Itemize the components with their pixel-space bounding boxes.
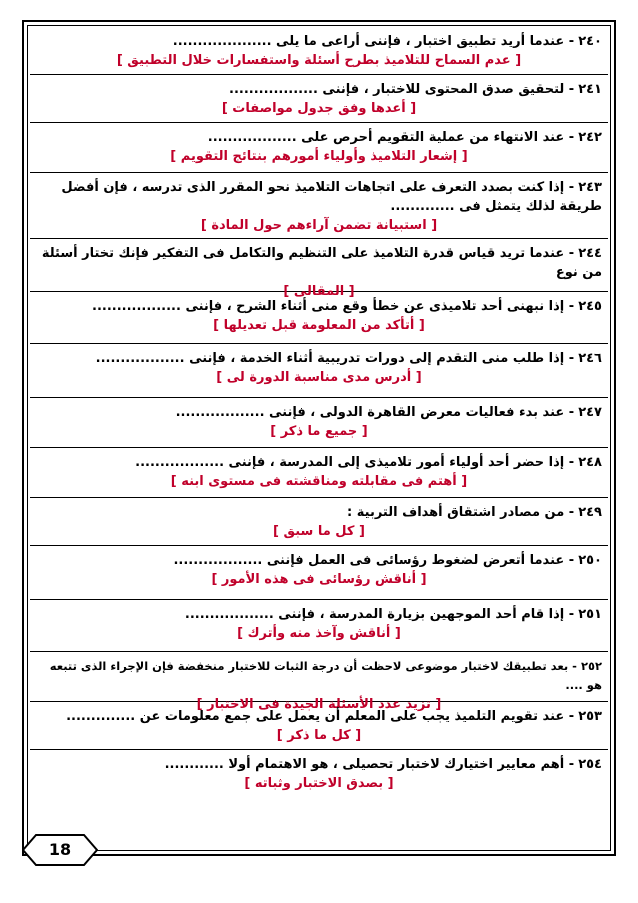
question-text: ٢٥٢- بعد تطبيقك لاختبار موضوعى لاحظت أن درجة الثبات للاختبار منخفضة فإن الإجراء الذى تتبعه هو .... [49, 659, 602, 692]
question-text: ٢٤٤- عندما تريد قياس قدرة التلاميذ على التنظيم والتكامل فى التفكير فإنك تختار أسئلة من نوع [41, 246, 602, 280]
question-item [30, 546, 608, 600]
question-number: ٢٤٧ [578, 405, 602, 420]
question-number: ٢٤١ [578, 82, 602, 97]
question-body: إذا طلب منى التقدم إلى دورات تدريبية أثناء الخدمة ، فإننى .................. [95, 351, 565, 366]
question-body: لتحقيق صدق المحتوى للاختبار ، فإننى .................. [229, 82, 565, 97]
answer-text: [ كل ما سبق ] [273, 524, 365, 539]
question-text: ٢٥٤- أهم معايير اختيارك لاختبار تحصيلى ، هو الاهتمام أولا ............ [164, 757, 602, 772]
question-body: أهم معايير اختيارك لاختبار تحصيلى ، هو الاهتمام أولا ............ [164, 757, 565, 772]
question-item [30, 239, 608, 299]
question-list [30, 27, 608, 798]
question-body: عندما أريد تطبيق اختبار ، فإننى أراعى ما يلى .................... [172, 34, 565, 49]
question-number: ٢٤٥ [578, 299, 602, 314]
question-number: ٢٤٠ [578, 34, 602, 49]
answer-text: [ بصدق الاختبار وثباته ] [244, 776, 394, 791]
question-body: إذا قام أحد الموجهين بزيارة المدرسة ، فإننى .................. [184, 607, 565, 622]
question-body: إذا حضر أحد أولياء أمور تلاميذى إلى المدرسة ، فإننى .................. [135, 455, 565, 470]
answer-text: [ تزيد عدد الأسئلة الجيدة فى الاختبار ] [196, 697, 442, 712]
question-number: ٢٥٣ [578, 709, 602, 724]
answer-text: [ المقالى ] [283, 284, 355, 299]
question-item [30, 173, 608, 239]
question-item [30, 750, 608, 798]
question-body: عند تقويم التلميذ يجب على المعلم أن يعمل على جمع معلومات عن .............. [66, 709, 565, 724]
question-number: ٢٤٦ [578, 351, 602, 366]
answer-text: [ أهتم فى مقابلته ومناقشته فى مستوى ابنه ] [170, 474, 468, 489]
question-body: عند بدء فعاليات معرض القاهرة الدولى ، فإننى .................. [175, 405, 565, 420]
question-text: ٢٤٠- عندما أريد تطبيق اختبار ، فإننى أراعى ما يلى .................... [172, 34, 602, 49]
question-text: ٢٤٢- عند الانتهاء من عملية التقويم أحرص على .................. [207, 130, 602, 145]
question-number: ٢٥٢ [580, 659, 602, 673]
question-body: عند الانتهاء من عملية التقويم أحرص على .................. [207, 130, 565, 145]
page-number: 18 [48, 840, 72, 859]
question-text: ٢٤٧- عند بدء فعاليات معرض القاهرة الدولى ، فإننى .................. [175, 405, 602, 420]
question-number: ٢٥٤ [578, 757, 602, 772]
answer-text: [ أناقش وآخذ منه وأترك ] [237, 626, 401, 641]
question-text: ٢٥١- إذا قام أحد الموجهين بزيارة المدرسة ، فإننى .................. [184, 607, 602, 622]
question-number: ٢٤٢ [578, 130, 602, 145]
question-number: ٢٤٣ [578, 180, 602, 195]
question-item [30, 292, 608, 344]
question-body: عندما تريد قياس قدرة التلاميذ على التنظيم والتكامل فى التفكير فإنك تختار أسئلة من نوع [41, 246, 602, 280]
answer-text: [ جميع ما ذكر ] [270, 424, 368, 439]
question-text: ٢٤٦- إذا طلب منى التقدم إلى دورات تدريبية أثناء الخدمة ، فإننى .................. [95, 351, 602, 366]
question-item [30, 27, 608, 75]
question-item [30, 498, 608, 546]
question-text: ٢٤١- لتحقيق صدق المحتوى للاختبار ، فإننى .................. [229, 82, 602, 97]
answer-text: [ إشعار التلاميذ وأولياء أمورهم بنتائج التقويم ] [170, 149, 468, 164]
answer-text: [ أناقش رؤسائى فى هذه الأمور ] [211, 572, 427, 587]
question-item [30, 702, 608, 750]
question-number: ٢٤٩ [578, 505, 602, 520]
question-text: ٢٥٠- عندما أتعرض لضغوط رؤسائى فى العمل فإننى .................. [173, 553, 602, 568]
answer-text: [ عدم السماح للتلاميذ بطرح أسئلة واستفسارات خلال التطبيق ] [116, 53, 522, 68]
answer-text: [ أدرس مدى مناسبة الدورة لى ] [216, 370, 422, 385]
question-body: من مصادر اشتقاق أهداف التربية : [347, 505, 565, 520]
question-body: بعد تطبيقك لاختبار موضوعى لاحظت أن درجة الثبات للاختبار منخفضة فإن الإجراء الذى تتبعه هو .... [49, 659, 602, 692]
question-item [30, 600, 608, 652]
answer-text: [ أتأكد من المعلومة قبل تعديلها ] [213, 318, 425, 333]
question-number: ٢٤٤ [578, 246, 602, 261]
question-item [30, 398, 608, 448]
question-text: ٢٤٣- إذا كنت بصدد التعرف على اتجاهات التلاميذ نحو المقرر الذى تدرسه ، فإن أفضل طريقة لذلك يتمثل فى ............. [61, 180, 602, 214]
question-text: ٢٤٥- إذا نبهنى أحد تلاميذى عن خطأ وقع منى أثناء الشرح ، فإننى .................. [92, 299, 602, 314]
question-body: إذا كنت بصدد التعرف على اتجاهات التلاميذ نحو المقرر الذى تدرسه ، فإن أفضل طريقة لذلك يتمثل فى ............. [61, 180, 602, 214]
question-item [30, 652, 608, 712]
question-number: ٢٤٨ [578, 455, 602, 470]
question-number: ٢٥١ [578, 607, 602, 622]
question-body: إذا نبهنى أحد تلاميذى عن خطأ وقع منى أثناء الشرح ، فإننى .................. [92, 299, 565, 314]
question-text: ٢٥٣- عند تقويم التلميذ يجب على المعلم أن يعمل على جمع معلومات عن .............. [66, 709, 602, 724]
question-body: عندما أتعرض لضغوط رؤسائى فى العمل فإننى .................. [173, 553, 565, 568]
question-item [30, 123, 608, 173]
page-number-badge [22, 834, 98, 866]
question-number: ٢٥٠ [578, 553, 602, 568]
answer-text: [ استبيانة تضمن آراءهم حول المادة ] [200, 218, 438, 233]
question-text: ٢٤٨- إذا حضر أحد أولياء أمور تلاميذى إلى المدرسة ، فإننى .................. [135, 455, 602, 470]
question-item [30, 448, 608, 498]
answer-text: [ كل ما ذكر ] [276, 728, 362, 743]
question-item [30, 75, 608, 123]
question-item [30, 344, 608, 398]
answer-text: [ أعدها وفق جدول مواصفات ] [221, 101, 417, 116]
question-text: ٢٤٩- من مصادر اشتقاق أهداف التربية : [347, 505, 602, 520]
